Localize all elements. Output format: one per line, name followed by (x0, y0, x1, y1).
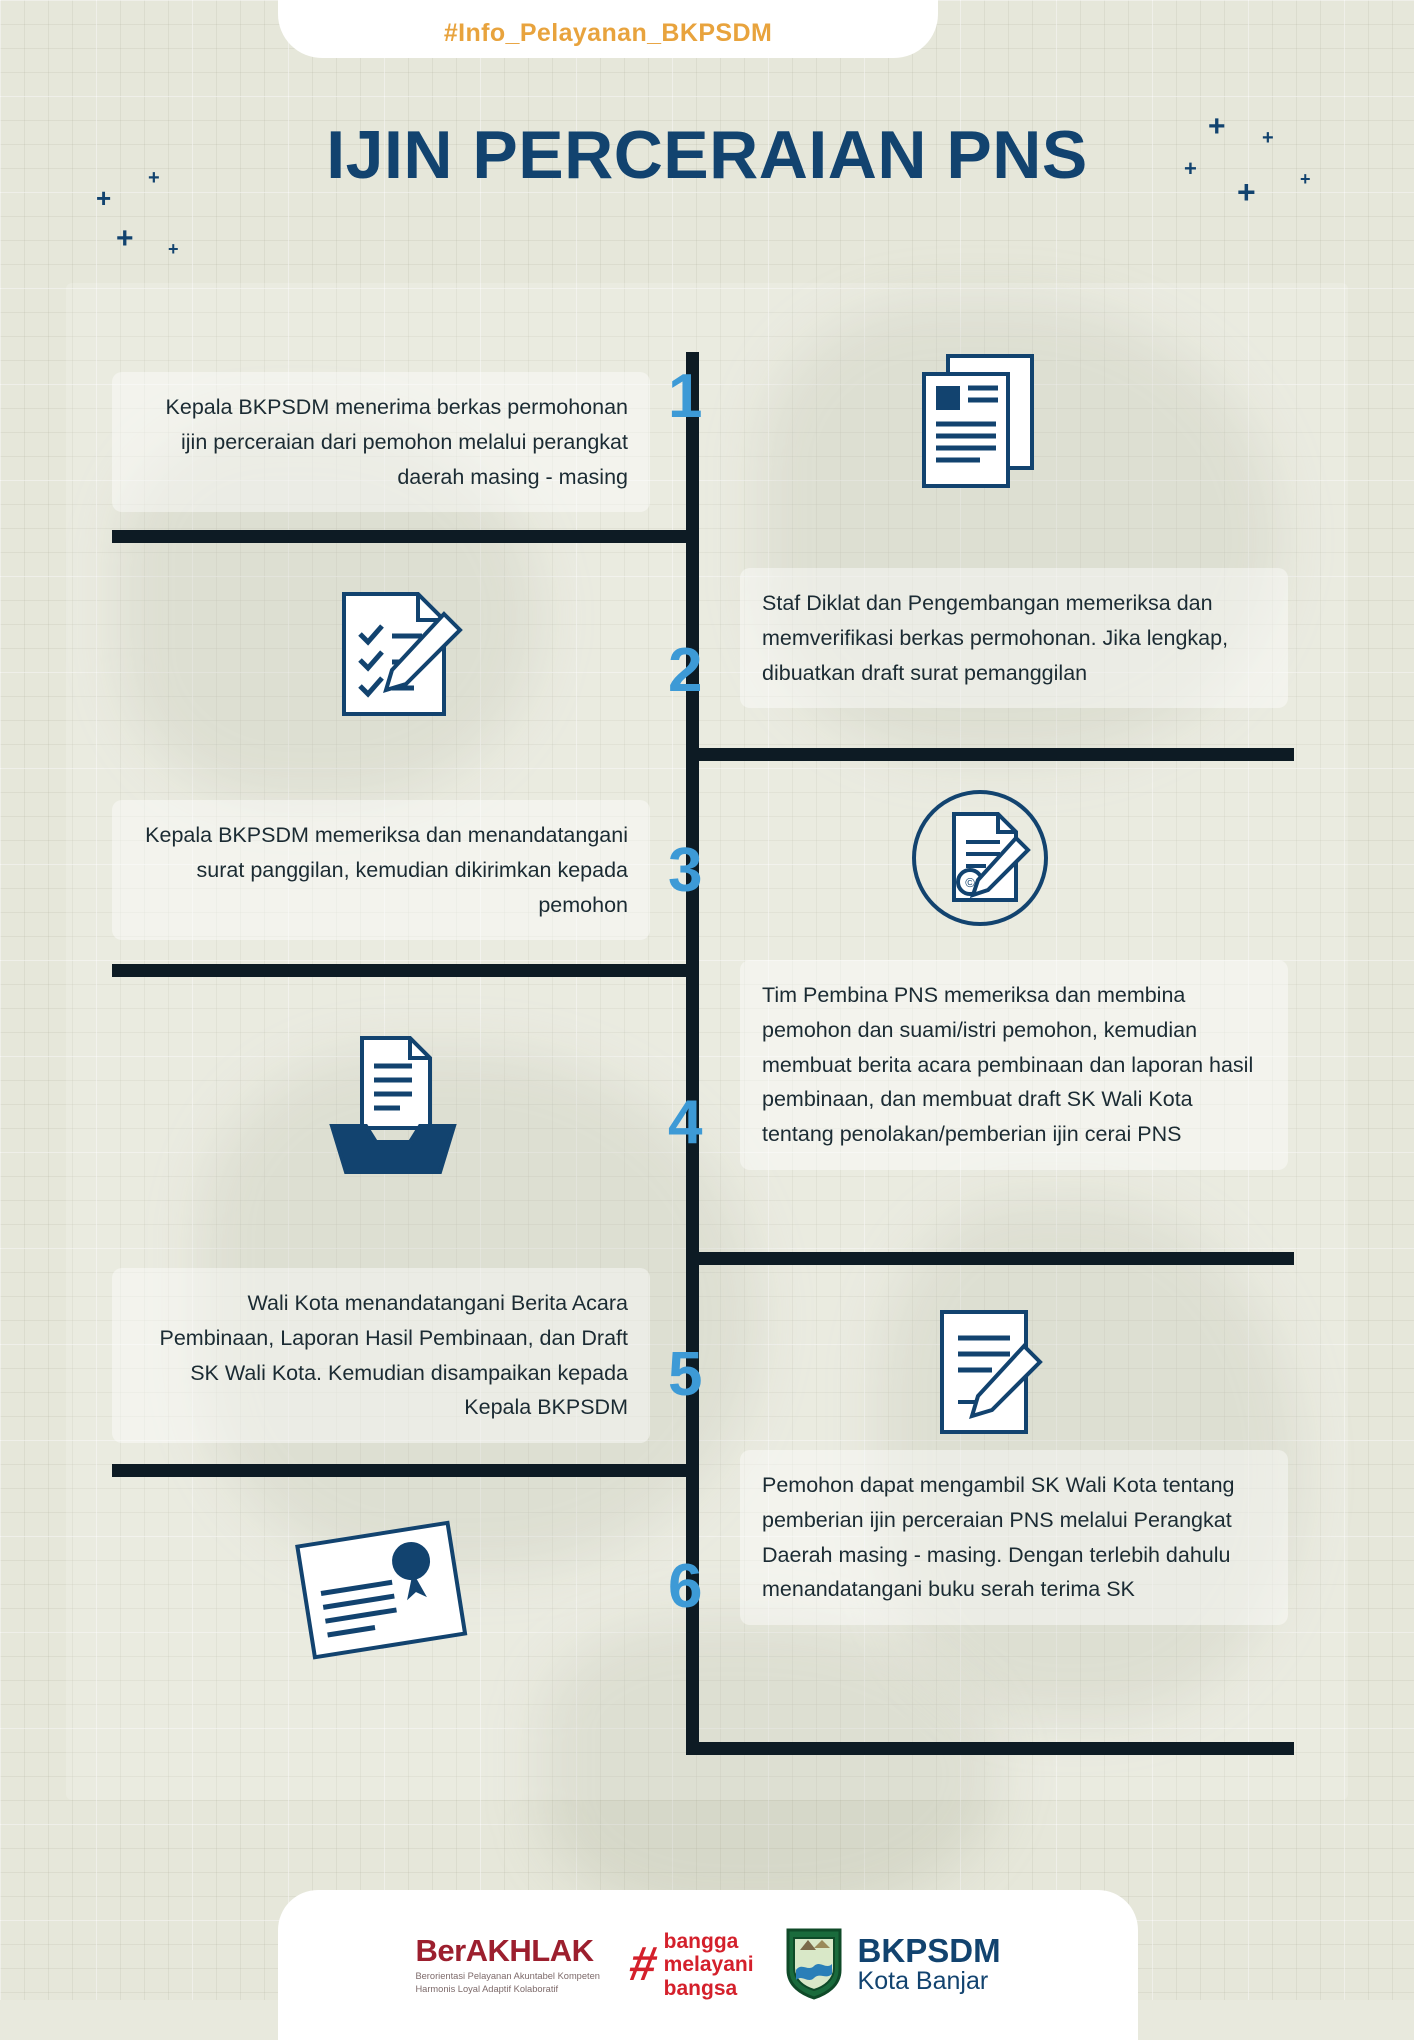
sparkle-plus-icon: + (1262, 127, 1274, 149)
berakhlak-tagline-line2: Harmonis Loyal Adaptif Kolaboratif (415, 1983, 559, 1994)
step-text-3: Kepala BKPSDM memeriksa dan menandatangani surat panggilan, kemudian dikirimkan kepada pemohon (112, 800, 650, 940)
hashtag-label: #Info_Pelayanan_BKPSDM (443, 19, 773, 47)
city-crest-icon (784, 1926, 844, 2005)
sparkle-plus-icon: + (1300, 169, 1311, 189)
flow-connector-horizontal (686, 748, 1294, 761)
svg-text:©: © (965, 875, 975, 890)
institution-logo (784, 1926, 1001, 2005)
bangga-hash-icon: # (625, 1938, 662, 1992)
signing-document-icon (920, 1300, 1060, 1455)
bangga-wordmark (664, 1930, 754, 2001)
flow-connector-horizontal (686, 1252, 1294, 1265)
step-number-3: 3 (668, 836, 703, 905)
sparkle-plus-icon: + (148, 167, 160, 189)
berakhlak-wordmark (415, 1932, 600, 1968)
step-text-4: Tim Pembina PNS memeriksa dan membina pemohon dan suami/istri pemohon, kemudian membuat berita acara pembinaan dan laporan hasil pembinaan, dan membuat draft SK Wali Kota tentang penolakan/pemberian ijin cerai PNS (740, 960, 1288, 1170)
bangga-line1: bangga (663, 1929, 739, 1953)
step-number-5: 5 (668, 1340, 703, 1409)
bangga-line2: melayani (663, 1953, 754, 1977)
step-number-6: 6 (668, 1552, 703, 1621)
page-title: IJIN PERCERAIAN PNS (326, 117, 1088, 193)
step-number-4: 4 (668, 1088, 703, 1157)
step-number-2: 2 (668, 636, 703, 705)
berakhlak-suffix: AKHLAK (465, 1932, 594, 1968)
sparkle-plus-icon: + (96, 183, 112, 213)
checklist-pen-icon (318, 580, 478, 735)
certificate-icon (288, 1510, 476, 1685)
bangga-line3: bangsa (663, 1976, 738, 2000)
documents-icon (912, 348, 1048, 503)
document-tray-icon (318, 1030, 466, 1185)
institution-name: BKPSDM (857, 1932, 1001, 1970)
footer-logos (278, 1890, 1138, 2040)
sparkle-plus-icon: + (1184, 156, 1197, 181)
hashtag-banner (278, 0, 938, 58)
berakhlak-tagline (415, 1970, 600, 1995)
flow-connector-horizontal (112, 530, 694, 543)
berakhlak-logo (415, 1932, 600, 1995)
step-text-6: Pemohon dapat mengambil SK Wali Kota tentang pemberian ijin perceraian PNS melalui Perangkat Daerah masing - masing. Dengan terlebih dahulu menandatangani buku serah terima SK (740, 1450, 1288, 1625)
flow-connector-horizontal (112, 964, 694, 977)
flow-connector-horizontal (112, 1464, 694, 1477)
sparkle-plus-icon: + (168, 239, 179, 259)
institution-city: Kota Banjar (857, 1967, 989, 1996)
sparkle-plus-icon: + (1237, 174, 1256, 210)
berakhlak-prefix: Ber (415, 1932, 466, 1968)
step-text-1: Kepala BKPSDM menerima berkas permohonan ijin perceraian dari pemohon melalui perangkat daerah masing - masing (112, 372, 650, 512)
berakhlak-tagline-line1: Berorientasi Pelayanan Akuntabel Kompeten (415, 1970, 600, 1981)
step-text-5: Wali Kota menandatangani Berita Acara Pembinaan, Laporan Hasil Pembinaan, dan Draft SK Wali Kota. Kemudian disampaikan kepada Kepala BKPSDM (112, 1268, 650, 1443)
sparkle-plus-icon: + (1208, 110, 1226, 143)
step-number-1: 1 (668, 362, 703, 431)
bangga-melayani-bangsa-logo (625, 1929, 754, 2001)
flow-connector-horizontal (686, 1742, 1294, 1755)
signed-document-circle-icon (908, 786, 1052, 935)
step-text-2: Staf Diklat dan Pengembangan memeriksa dan memverifikasi berkas permohonan. Jika lengkap, dibuatkan draft surat pemanggilan (740, 568, 1288, 708)
sparkle-plus-icon: + (116, 222, 134, 255)
